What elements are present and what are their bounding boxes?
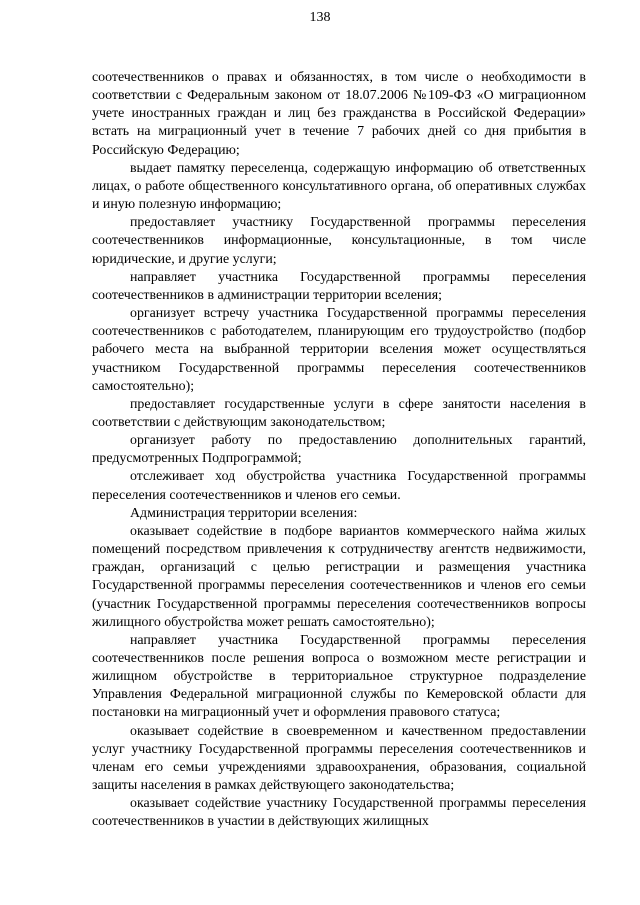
- body-text: [92, 69, 586, 832]
- paragraph: направляет участника Государственной программы переселения соотечественников после решения вопроса о возможном месте регистрации и жилищном обустройстве в территориальное структурное подразделение Управления Федеральной миграционной службы по Кемеровской области для постановки на миграционный учет и оформления правового статуса;: [92, 632, 586, 721]
- paragraph: Администрация территории вселения:: [130, 505, 358, 521]
- paragraph: отслеживает ход обустройства участника Государственной программы переселения соотечественников и членов его семьи.: [92, 469, 586, 503]
- paragraph: соотечественников о правах и обязанностях, в том числе о необходимости в соответствии с Федеральным законом от 18.07.2006 №109-ФЗ «О миграционном учете иностранных граждан и лиц без гражданства в Российской Федерации» встать на миграционный учет в течение 7 рабочих дней со дня прибытия в Российскую Федерацию;: [92, 70, 586, 158]
- paragraph: организует встречу участника Государственной программы переселения соотечественников с работодателем, планирующим его трудоустройство (подбор рабочего места на выбранной территории вселения может осуществляться участником Государственной программы переселения соотечественников самостоятельно);: [92, 306, 586, 394]
- paragraph: оказывает содействие в своевременном и качественном предоставлении услуг участнику Государственной программы переселения соотечественников и членам его семьи учреждениями здравоохранения, образования, социальной защиты населения в рамках действующего законодательства;: [92, 723, 586, 794]
- paragraph: направляет участника Государственной программы переселения соотечественников в администрации территории вселения;: [92, 269, 586, 303]
- paragraph: оказывает содействие участнику Государственной программы переселения соотечественников в участии в действующих жилищных: [92, 796, 586, 830]
- paragraph: выдает памятку переселенца, содержащую информацию об ответственных лицах, о работе общественного консультативного органа, об оперативных службах и иную полезную информацию;: [92, 160, 586, 213]
- paragraph: организует работу по предоставлению дополнительных гарантий, предусмотренных Подпрограммой;: [92, 433, 586, 467]
- paragraph: оказывает содействие в подборе вариантов коммерческого найма жилых помещений посредством привлечения к сотрудничеству агентств недвижимости, граждан, организаций с целью регистрации и размещения участника Государственной программы переселения соотечественников и членов его семьи (участник Государственной программы переселения соотечественников вопросы жилищного обустройства может решать самостоятельно);: [92, 523, 586, 630]
- paragraph: предоставляет государственные услуги в сфере занятости населения в соответствии с действующим законодательством;: [92, 396, 586, 430]
- page-number: 138: [309, 10, 331, 25]
- paragraph: предоставляет участнику Государственной программы переселения соотечественников информационные, консультационные, в том числе юридические, и другие услуги;: [92, 215, 586, 267]
